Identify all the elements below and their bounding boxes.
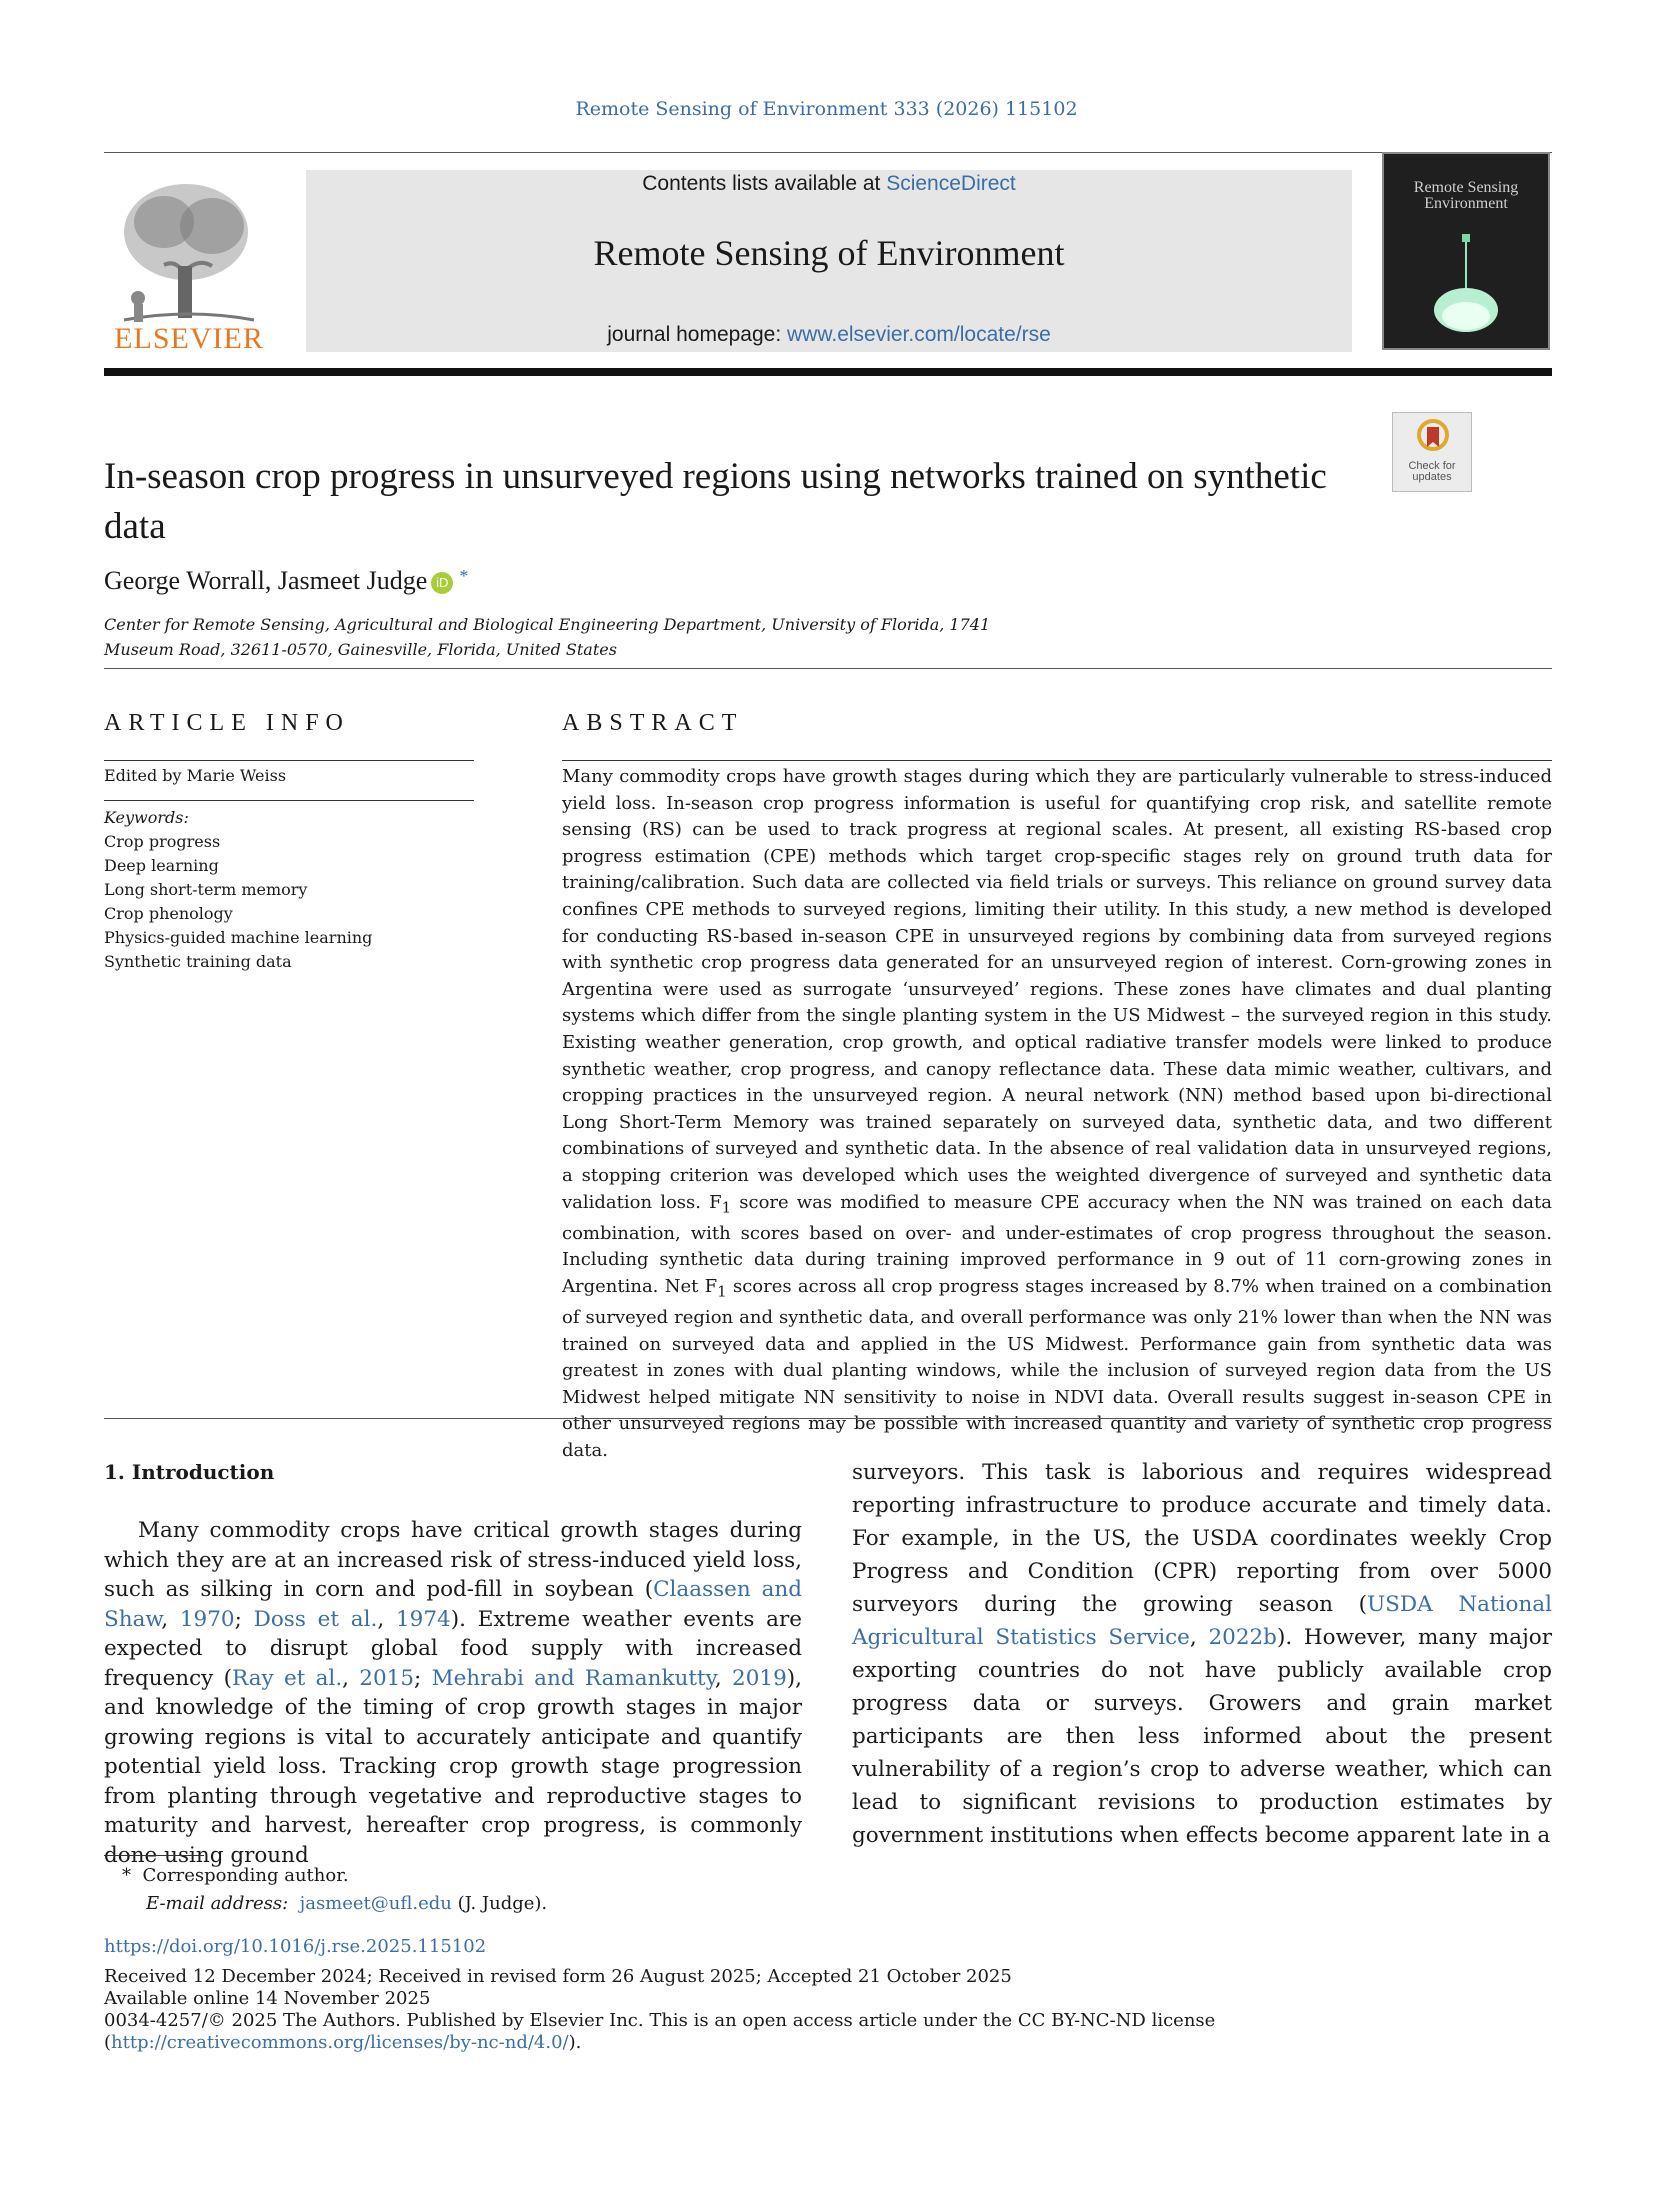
f1-subscript: 1 bbox=[717, 1282, 727, 1301]
homepage-link[interactable]: www.elsevier.com/locate/rse bbox=[787, 323, 1051, 346]
abstract-rule bbox=[562, 760, 1552, 761]
keyword-item: Physics-guided machine learning bbox=[104, 928, 373, 947]
abstract-part: Many commodity crops have growth stages during which they are particularly vulnerable to stress-induced yield loss. In-season crop progress information is useful for quantifying crop risk, and satellite remote sensing (RS) can be used to track progress at regional scales. At present, all existing RS-based crop progress estimation (CPE) methods which target crop-specific stages rely on ground truth data for training/calibration. Such data are collected via field trials or surveys. This reliance on ground survey data confines CPE methods to surveyed regions, limiting their utility. In this study, a new method is developed for conducting RS-based in-season CPE in unsurveyed regions by combining data from surveyed regions with synthetic crop progress data generated for an unsurveyed region of interest. Corn-growing zones in Argentina were used as surrogate ‘unsurveyed’ regions. These zones have climates and dual planting systems which differ from the single planting system in the US Midwest – the surveyed region in this study. Existing weather generation, crop growth, and optical radiative transfer models were linked to produce synthetic weather, crop progress, and canopy reflectance data. These data mimic weather, cultivars, and cropping practices in the unsurveyed region. A neural network (NN) method based upon bi-directional Long Short-Term Memory was trained separately on surveyed data, synthetic data, and two different combinations of surveyed and synthetic data. In the absence of real validation data in unsurveyed regions, a stopping criterion was developed which uses the weighted divergence of surveyed and synthetic data validation loss. F bbox=[562, 766, 1552, 1213]
introduction-heading: 1. Introduction bbox=[104, 1460, 275, 1484]
introduction-right-column bbox=[852, 1456, 1552, 1852]
corresponding-author-mark[interactable]: * bbox=[459, 566, 469, 586]
reference-link[interactable]: 1970 bbox=[179, 1606, 235, 1632]
email-suffix: (J. Judge). bbox=[451, 1893, 548, 1914]
reference-link[interactable]: USDA National Agricultural Statistics Service bbox=[852, 1592, 1552, 1650]
header-rule bbox=[104, 152, 1552, 153]
intro-text: , bbox=[714, 1665, 733, 1691]
intro-text: ). However, many major exporting countries do not have publicly available crop progress data or surveys. Growers and grain market participants are then less informed about the present vulnerability of a region’s crop to adverse weather, which can lead to significant revisions to production estimates by government institutions when effects become apparent late in a bbox=[852, 1625, 1553, 1848]
doi-link[interactable]: https://doi.org/10.1016/j.rse.2025.115102 bbox=[104, 1936, 487, 1957]
check-for-updates-label: Check for updates bbox=[1408, 460, 1456, 483]
intro-text: , bbox=[1189, 1625, 1209, 1650]
footnote-rule bbox=[104, 1855, 204, 1856]
reference-link[interactable]: Mehrabi and Ramankutty bbox=[431, 1665, 715, 1691]
affiliation: Center for Remote Sensing, Agricultural and Biological Engineering Department, University of Florida, 1741 Museum Road, 32611-0570, Gainesville, Florida, United States bbox=[104, 615, 991, 659]
reference-link[interactable]: 2015 bbox=[359, 1665, 415, 1691]
email-label: E-mail address: bbox=[146, 1893, 289, 1914]
footnote-mark: * bbox=[122, 1865, 131, 1886]
article-title: In-season crop progress in unsurveyed regions using networks trained on synthetic data bbox=[104, 456, 1327, 547]
citation-link[interactable]: Remote Sensing of Environment 333 (2026) 115102 bbox=[575, 98, 1078, 120]
contents-prefix: Contents lists available at bbox=[642, 172, 887, 195]
abstract-part: scores across all crop progress stages increased by 8.7% when trained on a combination of surveyed region and synthetic data, and overall performance was only 21% lower than when the NN was trained on surveyed data and applied in the US Midwest. Performance gain from synthetic data was greatest in zones with dual planting windows, while the inclusion of surveyed region data from the US Midwest helped mitigate NN sensitivity to noise in NDVI data. Overall results suggest in-season CPE in other unsurveyed regions may be possible with increased quantity and variety of synthetic crop progress data. bbox=[562, 1275, 1552, 1462]
affiliation-rule bbox=[104, 668, 1552, 669]
reference-link[interactable]: 2022b bbox=[1208, 1625, 1277, 1650]
license-suffix: ). bbox=[568, 2032, 582, 2053]
cover-illustration bbox=[1418, 224, 1514, 334]
intro-text: surveyors. This task is laborious and requires widespread reporting infrastructure to produce accurate and timely data. For example, in the US, the USDA coordinates weekly Crop Progress and Condition (CPR) reporting from over 5000 surveyors during the growing season ( bbox=[852, 1460, 1552, 1617]
intro-text: , bbox=[161, 1606, 180, 1632]
intro-text: ; bbox=[414, 1665, 432, 1691]
keyword-item: Synthetic training data bbox=[104, 952, 292, 971]
keywords-block bbox=[104, 806, 372, 974]
f1-subscript: 1 bbox=[721, 1198, 732, 1217]
bookmark-icon bbox=[1417, 419, 1449, 459]
reference-link[interactable]: Doss et al. bbox=[253, 1606, 378, 1632]
email-link[interactable]: jasmeet@ufl.edu bbox=[299, 1893, 452, 1914]
license-link[interactable]: http://creativecommons.org/licenses/by-nc-nd/4.0/ bbox=[111, 2032, 569, 2053]
intro-text: Many commodity crops have critical growth stages during which they are at an increased risk of stress-induced yield loss, such as silking in corn and pod-fill in soybean ( bbox=[104, 1518, 802, 1602]
article-info-rule bbox=[104, 760, 474, 761]
reference-link[interactable]: 1974 bbox=[395, 1606, 451, 1632]
sciencedirect-link[interactable]: ScienceDirect bbox=[886, 172, 1016, 195]
footnote-label: Corresponding author. bbox=[142, 1865, 349, 1886]
homepage-line bbox=[306, 323, 1352, 347]
abstract-text bbox=[562, 764, 1552, 1465]
intro-text: , bbox=[377, 1606, 396, 1632]
keyword-item: Crop phenology bbox=[104, 904, 233, 923]
reference-link[interactable]: Ray et al. bbox=[232, 1665, 343, 1691]
journal-name: Remote Sensing of Environment bbox=[593, 233, 1065, 273]
intro-text: ). Extreme weather events are expected to disrupt global food supply with increased frequency ( bbox=[104, 1606, 802, 1691]
elsevier-wordmark[interactable]: ELSEVIER bbox=[114, 322, 264, 355]
available-online: Available online 14 November 2025 bbox=[104, 1988, 431, 2009]
keywords-rule bbox=[104, 800, 474, 801]
license-prefix: 0034-4257/© 2025 The Authors. Published by Elsevier Inc. This is an open access article under the CC BY-NC-ND license ( bbox=[104, 2010, 1216, 2053]
keywords-heading: Keywords: bbox=[104, 808, 189, 827]
reference-link[interactable]: Claassen and Shaw bbox=[104, 1577, 802, 1632]
footnote bbox=[104, 1862, 547, 1918]
cover-title: Remote Sensing Environment bbox=[1413, 179, 1519, 212]
publication-info bbox=[104, 1936, 1552, 2054]
journal-cover-thumbnail[interactable] bbox=[1382, 152, 1550, 350]
edited-by: Edited by Marie Weiss bbox=[104, 766, 287, 785]
homepage-prefix: journal homepage: bbox=[607, 323, 788, 346]
intro-text: ), and knowledge of the timing of crop growth stages in major growing regions is vital to accurately anticipate and quantify potential yield loss. Tracking crop growth stage progression from planting through vegetative and reproductive stages to maturity and harvest, hereafter crop progress, is commonly done using ground bbox=[104, 1665, 802, 1868]
keyword-item: Crop progress bbox=[104, 832, 221, 851]
keyword-item: Long short-term memory bbox=[104, 880, 308, 899]
reference-link[interactable]: 2019 bbox=[732, 1665, 787, 1691]
abstract-heading: ABSTRACT bbox=[562, 710, 744, 736]
keyword-item: Deep learning bbox=[104, 856, 219, 875]
intro-text: ; bbox=[234, 1606, 254, 1632]
abstract-end-rule bbox=[104, 1418, 1552, 1419]
author-names[interactable]: George Worrall, Jasmeet Judge bbox=[104, 566, 428, 595]
introduction-left-column bbox=[104, 1516, 802, 1870]
footnote-line bbox=[104, 1862, 547, 1890]
contents-line bbox=[306, 172, 1352, 196]
header-thick-rule bbox=[104, 368, 1552, 376]
orcid-icon[interactable]: iD bbox=[431, 572, 453, 594]
article-info-heading: ARTICLE INFO bbox=[104, 710, 350, 736]
journal-citation[interactable] bbox=[0, 98, 1653, 120]
intro-text: , bbox=[342, 1665, 360, 1691]
author-line bbox=[104, 566, 468, 596]
footnote-email-line bbox=[104, 1890, 547, 1918]
license-line bbox=[104, 2010, 1552, 2054]
abstract-part: score was modified to measure CPE accuracy when the NN was trained on each data combination, with scores based on over- and under-estimates of crop progress throughout the season. Including synthetic data during training improved performance in 9 out of 11 corn-growing zones in Argentina. Net F bbox=[562, 1191, 1553, 1297]
check-for-updates-badge[interactable] bbox=[1392, 412, 1472, 492]
received-dates: Received 12 December 2024; Received in revised form 26 August 2025; Accepted 21 October 2025 bbox=[104, 1966, 1012, 1987]
